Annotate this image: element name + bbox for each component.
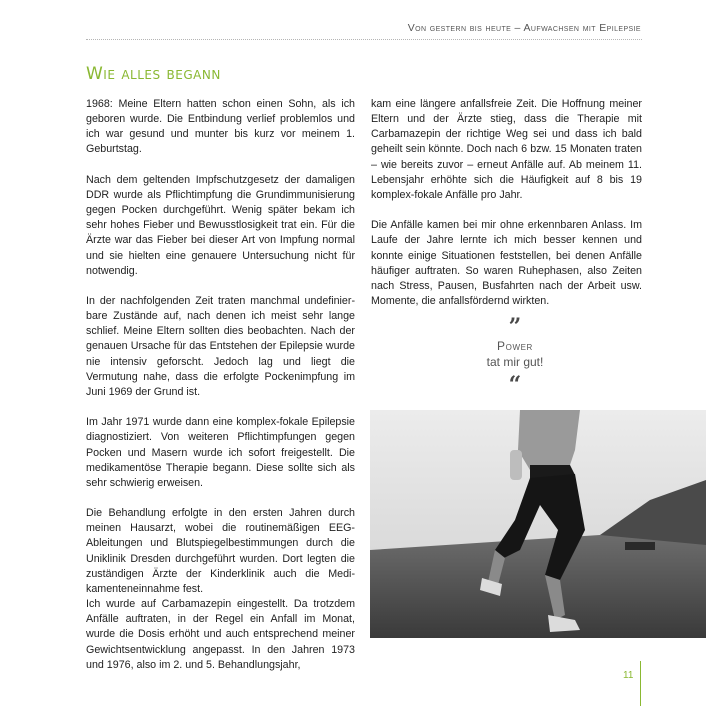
quote-open-mark: ” bbox=[508, 314, 522, 340]
header-divider bbox=[86, 39, 642, 40]
paragraph: Die Behandlung erfolgte in den ersten Jahren durch meinen Hausarzt, wobei die routinemäßigen EEG-Ableitungen und Blutspiegelbestimmungen durch die Uniklinik Dresden durchgeführt wurden. Dort legten die zuständigen Ärzte der Kinderklinik auch die Medikamenteneinnahme fest. bbox=[86, 507, 355, 595]
runner-photo bbox=[370, 410, 706, 638]
paragraph: Ich wurde auf Carbamazepin eingestellt. Da trotzdem Anfälle auftraten, in der Regel ein Anfall im Monat, wurde die Dosis erhöht und auch entsprechend meiner Gewichtsentwicklung angepasst. In den Jahren 1973 und 1976, also im 2. und 5. Behandlungsjahr, bbox=[86, 598, 355, 671]
section-title: Wie alles begann bbox=[86, 64, 221, 84]
running-header: Von gestern bis heute – Aufwachsen mit Epilepsie bbox=[407, 22, 641, 34]
left-column bbox=[86, 97, 355, 673]
quote-line-2: tat mir gut! bbox=[486, 355, 544, 369]
paragraph: Die Anfälle kamen bei mir ohne erkennbaren Anlass. Im Laufe der Jahre lernte ich mich besser kennen und konnte einige Situationen feststellen, bei denen Anfälle häufiger auftraten. So waren Ruhephasen, also Zeiten nach Stress, Pausen, Busfahrten nach der Arbeit usw. Momente, die anfallsfördernd wirkten. bbox=[371, 219, 642, 308]
paragraph: 1968: Meine Eltern hatten schon einen Sohn, als ich geboren wurde. Die Entbindung verlief problemlos und ich war gesund und munter bis kurz vor meinem 1. Geburtstag. bbox=[86, 98, 355, 156]
pull-quote bbox=[460, 314, 570, 398]
paragraph: Im Jahr 1971 wurde dann eine komplex-fokale Epilepsie diagnostiziert. Von weiteren Pflichtimpfungen gegen Pocken und Masern wurde ich sofort freigestellt. Die medikamentöse Therapie begann. Diese sollte sich als sehr schwierig erweisen. bbox=[86, 416, 355, 489]
quote-line-1: Power bbox=[497, 339, 533, 353]
paragraph: In der nachfolgenden Zeit traten manchmal undefinierbare Zustände auf, nach denen ich meist sehr lange schlief. Meine Eltern sollten dies beobachten. Nach der genauen Ursache für das Entstehen der Epilepsie wurde nie intensiv geforscht. Jedoch lag und liegt die Vermutung nahe, dass die erfolgte Pockenimpfung im Juni 1969 der Grund ist. bbox=[86, 295, 355, 398]
page-number: 11 bbox=[623, 670, 634, 681]
paragraph: Nach dem geltenden Impfschutzgesetz der damaligen DDR wurde als Pflichtimpfung die Grundimmunisierung gegen Pocken durchgeführt. Wenig später bekam ich sehr hohes Fieber und Bewusstlosigkeit trat ein. Für die Ärzte war das Fieber bei dieser Art von Impfung normal und sie hielten eine genauere Untersuchung nicht für notwendig. bbox=[86, 173, 355, 277]
quote-close-mark: “ bbox=[508, 372, 522, 398]
runner-photo-illustration bbox=[370, 410, 706, 638]
right-column bbox=[371, 97, 642, 324]
page-number-rule bbox=[640, 661, 641, 706]
paragraph: kam eine längere anfallsfreie Zeit. Die Hoffnung meiner Eltern und der Ärzte stieg, dass die Therapie mit Carbamazepin der richtige Weg sei und dass ich bald geheilt sein könnte. Doch nach 6 bzw. 15 Monaten traten – wie bereits zuvor – erneut Anfälle auf. Ab meinem 11. Lebensjahr erhöhte sich die Häufigkeit auf 8 bis 19 komplex-fokale Anfälle pro Jahr. bbox=[371, 98, 642, 201]
